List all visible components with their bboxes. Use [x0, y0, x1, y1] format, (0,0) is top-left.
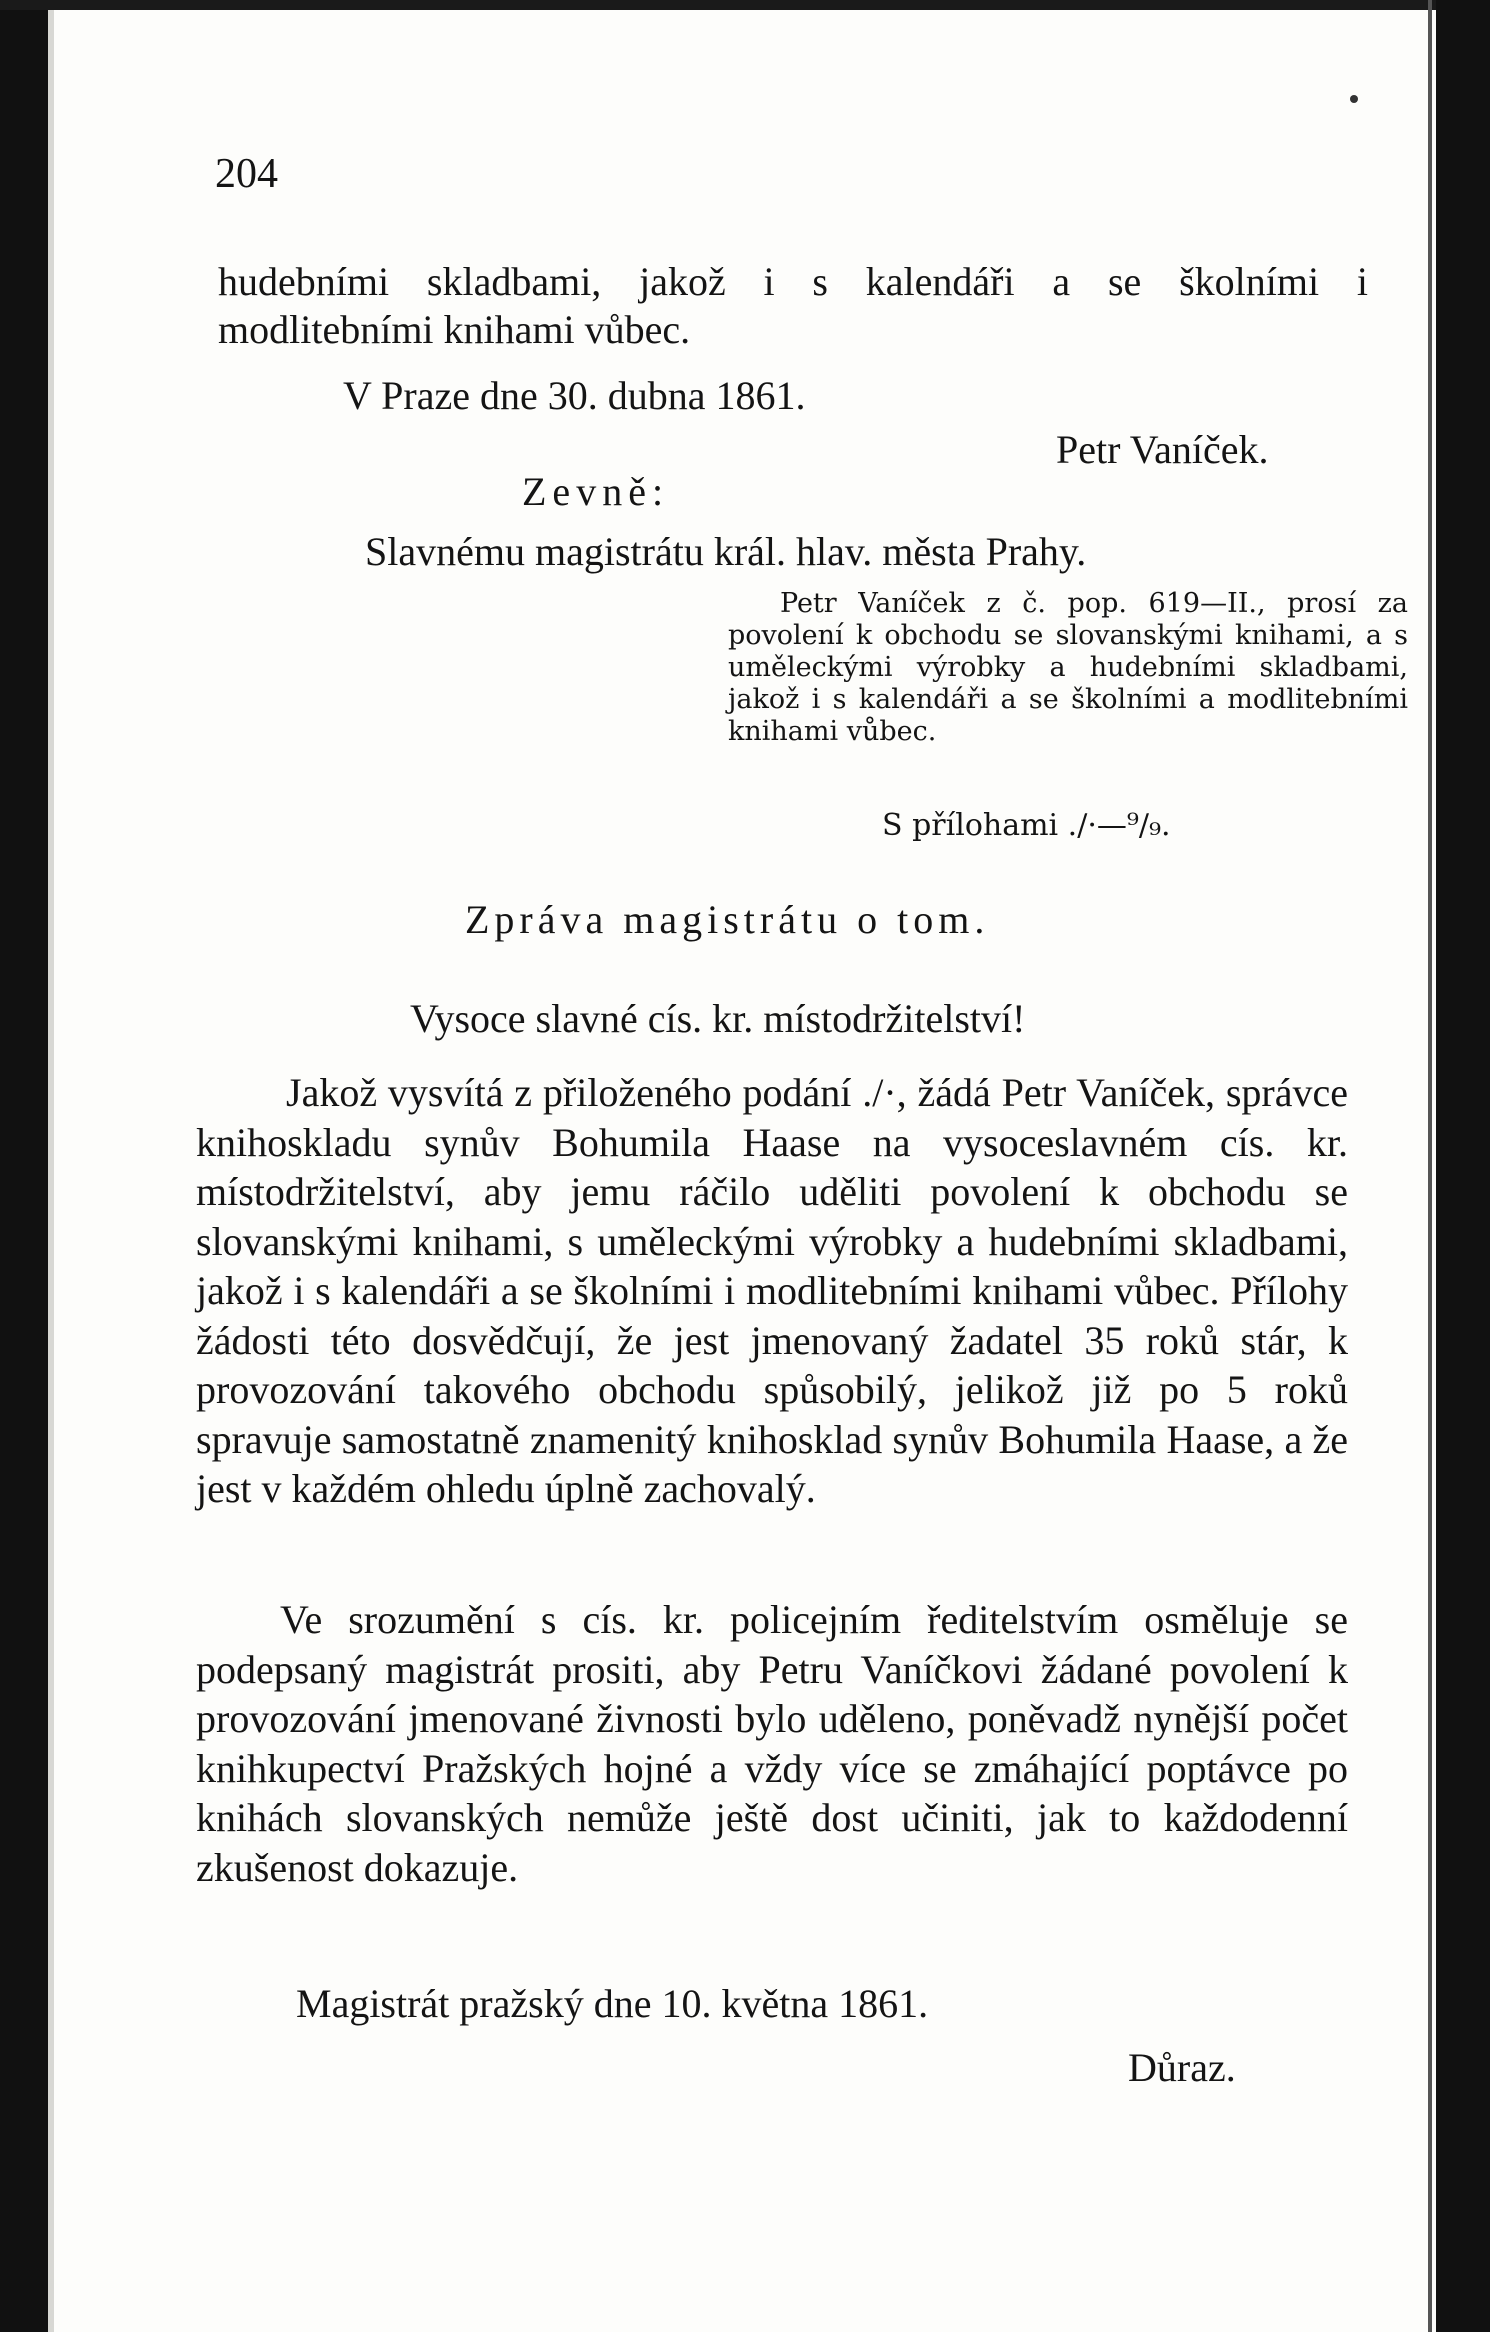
- exterior-attachments: S přílohami ./·—⁹/₉.: [882, 808, 1171, 843]
- scan-edge-right: [1436, 0, 1490, 2332]
- scan-edge-left: [0, 0, 48, 2332]
- exterior-address: Slavnému magistrátu král. hlav. města Prahy.: [365, 529, 1087, 574]
- report-signature: Důraz.: [1128, 2045, 1236, 2090]
- scan-edge-left-inner: [48, 0, 54, 2332]
- report-paragraph-2: Ve srozumění s cís. kr. policejním ředitelstvím osměluje se podepsaný magistrát prositi, aby Petru Vaníčkovi žádané povolení k provozování jmenované živnosti bylo uděleno, poněvadž nynější počet knihkupectví Pražských hojné a vždy více se zmáhající poptávce po knihách slovanských nemůže ještě dost učiniti, jak to každodenní zkušenost dokazuje.: [196, 1597, 1348, 1890]
- ink-dot: [1350, 95, 1358, 103]
- exterior-summary: Petr Vaníček z č. pop. 619—II., prosí za povolení k obchodu se slovanskými knihami, a s uměleckými výrobky a hudebními skladbami, jakož i s kalendáři a se školními a modlitebními knihami vůbec.: [728, 588, 1408, 747]
- opening-line-1: hudebními skladbami, jakož i s kalendáři a se školními i: [218, 259, 1368, 304]
- report-date: Magistrát pražský dne 10. května 1861.: [296, 1981, 929, 2026]
- exterior-label: Zevně:: [522, 469, 670, 514]
- scan-edge-right-line: [1428, 0, 1432, 2332]
- report-salutation: Vysoce slavné cís. kr. místodržitelství!: [410, 996, 1026, 1041]
- opening-line-2: modlitebními knihami vůbec.: [218, 307, 691, 352]
- opening-date: V Praze dne 30. dubna 1861.: [343, 373, 806, 418]
- page-number: 204: [215, 151, 278, 197]
- opening-signature: Petr Vaníček.: [1056, 427, 1269, 472]
- scan-edge-top: [0, 0, 1490, 10]
- report-heading: Zpráva magistrátu o tom.: [465, 897, 990, 942]
- report-paragraph-1: Jakož vysvítá z přiloženého podání ./·, žádá Petr Vaníček, správce knihoskladu synův Bohumila Haase na vysoceslavném cís. kr. místodržitelství, aby jemu ráčilo uděliti povolení k obchodu se slovanskými knihami, s uměleckými výrobky a hudebními skladbami, jakož i s kalendáři a se školními i modlitebními knihami vůbec. Přílohy žádosti této dosvědčují, že jest jmenovaný žadatel 35 roků stár, k provozování takového obchodu spůsobilý, jelikož již po 5 roků spravuje samostatně znamenitý knihosklad synův Bohumila Haase, a že jest v každém ohledu úplně zachovalý.: [196, 1070, 1348, 1511]
